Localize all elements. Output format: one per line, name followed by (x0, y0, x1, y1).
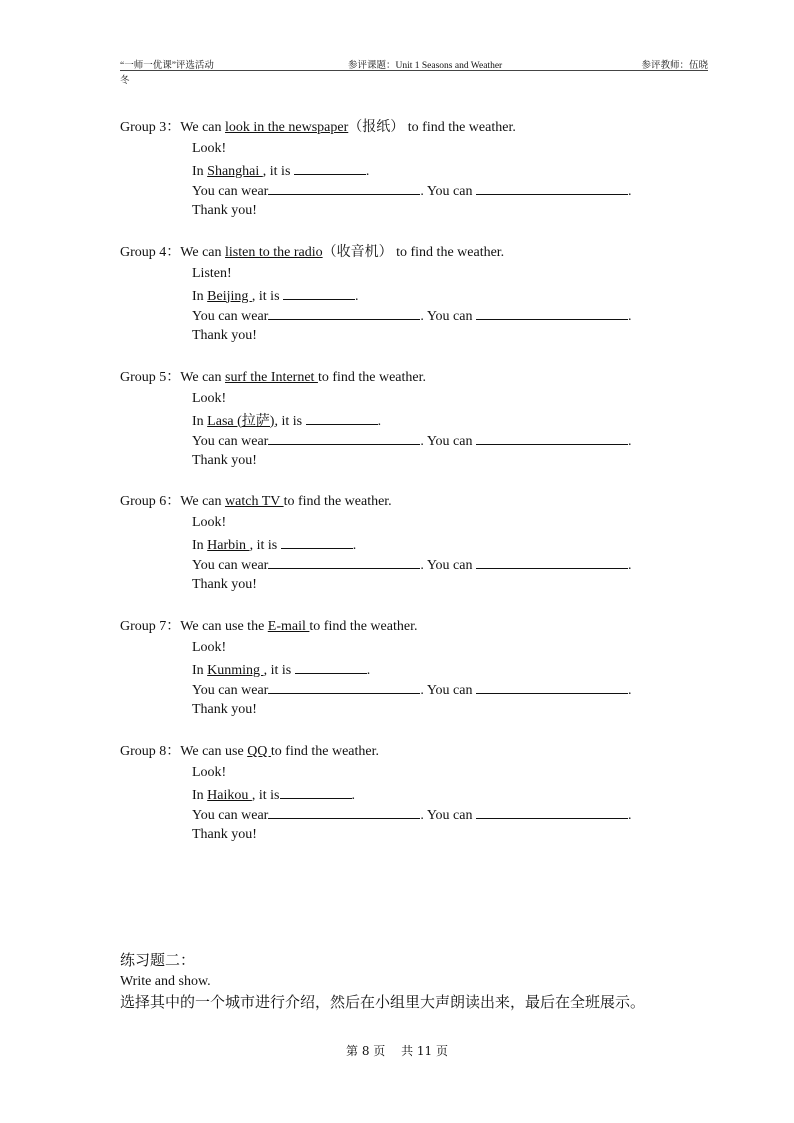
thanks-line: Thank you! (192, 827, 257, 843)
can-text: . You can (420, 434, 476, 450)
weather-blank[interactable] (281, 534, 353, 549)
thanks-line: Thank you! (192, 577, 257, 593)
wear-blank[interactable] (268, 180, 420, 195)
group-label: Group 3： (120, 120, 181, 135)
method-text: listen to the radio (225, 245, 323, 260)
city-name: Haikou (207, 787, 252, 803)
method-text: QQ (247, 744, 271, 759)
header-teacher: 参评教师：伍晓 (641, 61, 708, 71)
wear-line: You can wear . You can . (120, 804, 631, 825)
can-text: . You can (420, 558, 476, 574)
header-activity: “一师一优课”评选活动 (120, 61, 214, 71)
group-5-block (120, 368, 631, 472)
city-suffix: , it is (274, 413, 306, 429)
city-suffix: , it is (262, 163, 294, 179)
group-label: Group 6： (120, 494, 181, 509)
sentence-text: We can (180, 245, 226, 260)
activity-blank[interactable] (476, 180, 628, 195)
wear-text: You can wear (192, 683, 269, 699)
sentence-tail: to find the weather. (392, 245, 505, 260)
activity-blank[interactable] (476, 430, 628, 445)
page-number: 第 8 页 (346, 1044, 386, 1058)
command-line: Look! (192, 390, 227, 406)
sentence-text: We can use (180, 744, 248, 759)
method-text: watch TV (225, 494, 284, 509)
wear-blank[interactable] (268, 804, 420, 819)
city-line: In Beijing , it is . (120, 285, 631, 306)
command-line: Listen! (192, 265, 232, 281)
page-total: 共 11 页 (401, 1044, 448, 1058)
group-label: Group 7： (120, 619, 181, 634)
page-footer (0, 1042, 794, 1059)
thanks-line: Thank you! (192, 702, 257, 718)
city-line: In Kunming , it is . (120, 659, 631, 680)
group-6-block (120, 492, 631, 596)
command-line: Look! (192, 639, 227, 655)
group-label: Group 8： (120, 744, 181, 759)
wear-line: You can wear . You can . (120, 305, 631, 326)
wear-text: You can wear (192, 309, 269, 325)
command-line: Look! (192, 140, 227, 156)
wear-text: You can wear (192, 808, 269, 824)
method-text: E-mail (267, 619, 310, 634)
method-text: surf the Internet (225, 370, 318, 385)
wear-line: You can wear . You can . (120, 679, 631, 700)
method-text: look in the newspaper (225, 120, 349, 135)
group-label: Group 5： (120, 370, 181, 385)
activity-blank[interactable] (476, 305, 628, 320)
group-label: Group 4： (120, 245, 181, 260)
wear-blank[interactable] (268, 679, 420, 694)
city-prefix: In (192, 662, 208, 678)
city-name: Kunming (207, 662, 264, 678)
can-text: . You can (420, 309, 476, 325)
city-line: In Haikou , it is . (120, 784, 631, 805)
sentence-text: We can use the (180, 619, 268, 634)
wear-blank[interactable] (268, 430, 420, 445)
method-chinese: （收音机） (322, 245, 393, 260)
activity-blank[interactable] (476, 804, 628, 819)
city-line: In Harbin , it is . (120, 534, 631, 555)
command-line: Look! (192, 514, 227, 530)
city-prefix: In (192, 787, 208, 803)
group-4-block (120, 243, 631, 347)
weather-blank[interactable] (283, 285, 355, 300)
weather-blank[interactable] (306, 410, 378, 425)
wear-blank[interactable] (268, 554, 420, 569)
group-7-block (120, 617, 631, 721)
city-name: Lasa (拉萨) (207, 413, 275, 429)
group-8-block (120, 742, 631, 846)
group-3-block (120, 118, 631, 222)
city-suffix: , it is (263, 662, 295, 678)
activity-blank[interactable] (476, 554, 628, 569)
sentence-text: We can (180, 494, 226, 509)
wear-line: You can wear . You can . (120, 554, 631, 575)
header-teacher-wrap: 冬 (120, 76, 130, 86)
can-text: . You can (420, 808, 476, 824)
exercise-title: 练习题二： (120, 951, 196, 969)
wear-text: You can wear (192, 184, 269, 200)
city-prefix: In (192, 288, 208, 304)
sentence-tail: to find the weather. (317, 370, 427, 385)
sentence-text: We can (180, 120, 226, 135)
sentence-tail: to find the weather. (283, 494, 392, 509)
wear-line: You can wear . You can . (120, 180, 631, 201)
city-suffix: , it is (251, 787, 280, 803)
thanks-line: Thank you! (192, 328, 257, 344)
header-lesson-title: 参评课题：Unit 1 Seasons and Weather (348, 61, 503, 71)
activity-blank[interactable] (476, 679, 628, 694)
page-header (120, 56, 708, 71)
exercise-section (120, 950, 645, 1013)
city-name: Beijing (207, 288, 252, 304)
city-suffix: , it is (249, 537, 281, 553)
method-chinese: （报纸） (348, 120, 405, 135)
wear-blank[interactable] (268, 305, 420, 320)
city-prefix: In (192, 537, 208, 553)
city-name: Shanghai (207, 163, 263, 179)
weather-blank[interactable] (294, 160, 366, 175)
command-line: Look! (192, 764, 227, 780)
wear-text: You can wear (192, 558, 269, 574)
sentence-tail: to find the weather. (270, 744, 379, 759)
exercise-subtitle: Write and show. (120, 974, 211, 989)
exercise-description: 选择其中的一个城市进行介绍，然后在小组里大声朗读出来，最后在全班展示。 (120, 993, 646, 1011)
city-prefix: In (192, 163, 208, 179)
wear-line: You can wear . You can . (120, 430, 631, 451)
wear-text: You can wear (192, 434, 269, 450)
sentence-tail: to find the weather. (404, 120, 516, 135)
city-line: In Lasa (拉萨), it is . (120, 410, 631, 431)
city-line: In Shanghai , it is . (120, 160, 631, 181)
city-prefix: In (192, 413, 208, 429)
city-suffix: , it is (251, 288, 284, 304)
city-name: Harbin (207, 537, 250, 553)
thanks-line: Thank you! (192, 453, 257, 469)
weather-blank[interactable] (280, 784, 352, 799)
weather-blank[interactable] (295, 659, 367, 674)
can-text: . You can (420, 184, 476, 200)
sentence-tail: to find the weather. (309, 619, 418, 634)
sentence-text: We can (180, 370, 226, 385)
thanks-line: Thank you! (192, 203, 257, 219)
can-text: . You can (420, 683, 476, 699)
